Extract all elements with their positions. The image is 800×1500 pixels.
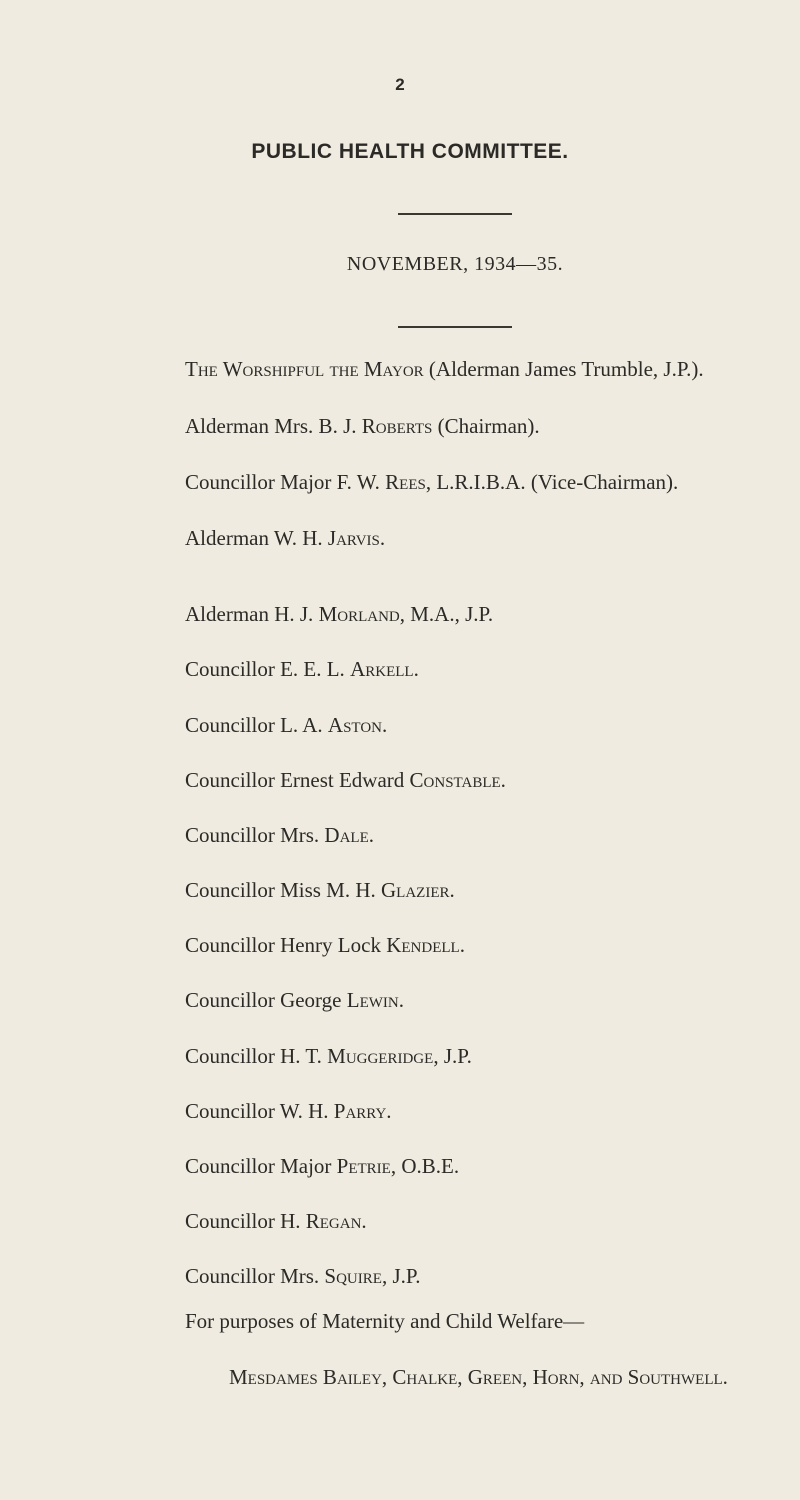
member-rest: . [413, 657, 419, 681]
member-rest: , J.P. [381, 1264, 421, 1288]
divider-rule [398, 213, 512, 215]
member-entry [185, 1151, 785, 1181]
member-surname: Morland [318, 602, 400, 626]
member-entry [185, 654, 785, 684]
member-prefix: Councillor H. [185, 1209, 306, 1233]
member-rest: . [368, 823, 374, 847]
member-prefix: Councillor Henry Lock [185, 933, 387, 957]
welfare-note: For purposes of Maternity and Child Welfare— [185, 1309, 585, 1333]
member-surname: Constable [409, 768, 501, 792]
member-rest: . [379, 526, 386, 550]
member-entry [185, 354, 785, 384]
member-entry [185, 599, 785, 629]
member-prefix: Councillor W. H. [185, 1099, 334, 1123]
member-rest: , O.B.E. [390, 1154, 460, 1178]
member-entry [185, 985, 785, 1015]
member-entry [185, 820, 785, 850]
member-entry [185, 467, 785, 497]
member-rest: (Alderman James Trumble, J.P.). [423, 357, 704, 381]
divider-rule [398, 326, 512, 328]
member-rest: . [386, 1099, 392, 1123]
member-entry [185, 1261, 785, 1291]
member-surname: Roberts [361, 414, 433, 438]
member-surname: Rees [385, 470, 426, 494]
page-number: 2 [395, 75, 405, 94]
member-entry [185, 411, 785, 441]
date-subheading: NOVEMBER, 1934—35. [346, 253, 564, 275]
member-rest: . [398, 988, 404, 1012]
member-surname: Parry [333, 1099, 387, 1123]
member-prefix: Alderman H. J. [185, 602, 319, 626]
member-prefix: Councillor George [185, 988, 347, 1012]
member-surname: Petrie [336, 1154, 391, 1178]
member-prefix: Councillor H. T. [185, 1044, 328, 1068]
member-surname: Jarvis [327, 526, 380, 550]
member-entry [185, 875, 785, 905]
member-entry [185, 1041, 785, 1071]
member-entry [185, 710, 785, 740]
member-prefix: Alderman Mrs. B. J. [185, 414, 362, 438]
member-surname: Dale [324, 823, 369, 847]
member-surname: Lewin [346, 988, 399, 1012]
member-rest: , L.R.I.B.A. (Vice-Chairman). [425, 470, 679, 494]
member-entry [185, 930, 785, 960]
member-entry [185, 1206, 785, 1236]
member-prefix: Councillor Major F. W. [185, 470, 386, 494]
member-surname: Arkell [350, 657, 414, 681]
member-entry [185, 765, 785, 795]
member-surname: Squire [324, 1264, 382, 1288]
member-prefix: Councillor Major [185, 1154, 337, 1178]
member-rest: (Chairman). [432, 414, 540, 438]
member-surname: Kendell [386, 933, 460, 957]
member-rest: , J.P. [433, 1044, 472, 1068]
member-surname: Regan [305, 1209, 362, 1233]
member-rest: , M.A., J.P. [399, 602, 494, 626]
member-prefix: Councillor L. A. [185, 713, 328, 737]
member-rest: . [500, 768, 506, 792]
member-entry [185, 523, 785, 553]
member-prefix: The Worshipful the Mayor [185, 357, 424, 381]
member-rest: . [459, 933, 465, 957]
member-prefix: Councillor Ernest Edward [185, 768, 410, 792]
committee-heading: PUBLIC HEALTH COMMITTEE. [251, 140, 569, 163]
member-prefix: Alderman W. H. [185, 526, 328, 550]
member-surname: Muggeridge [327, 1044, 434, 1068]
welfare-members: Mesdames Bailey, Chalke, Green, Horn, and Southwell. [229, 1365, 728, 1389]
member-rest: . [361, 1209, 367, 1233]
member-prefix: Councillor Miss M. H. [185, 878, 382, 902]
member-surname: Glazier [381, 878, 450, 902]
member-prefix: Councillor Mrs. [185, 823, 325, 847]
member-entry [185, 1096, 785, 1126]
member-surname: Aston [327, 713, 382, 737]
member-rest: . [382, 713, 388, 737]
member-rest: . [449, 878, 455, 902]
member-prefix: Councillor E. E. L. [185, 657, 351, 681]
member-prefix: Councillor Mrs. [185, 1264, 325, 1288]
